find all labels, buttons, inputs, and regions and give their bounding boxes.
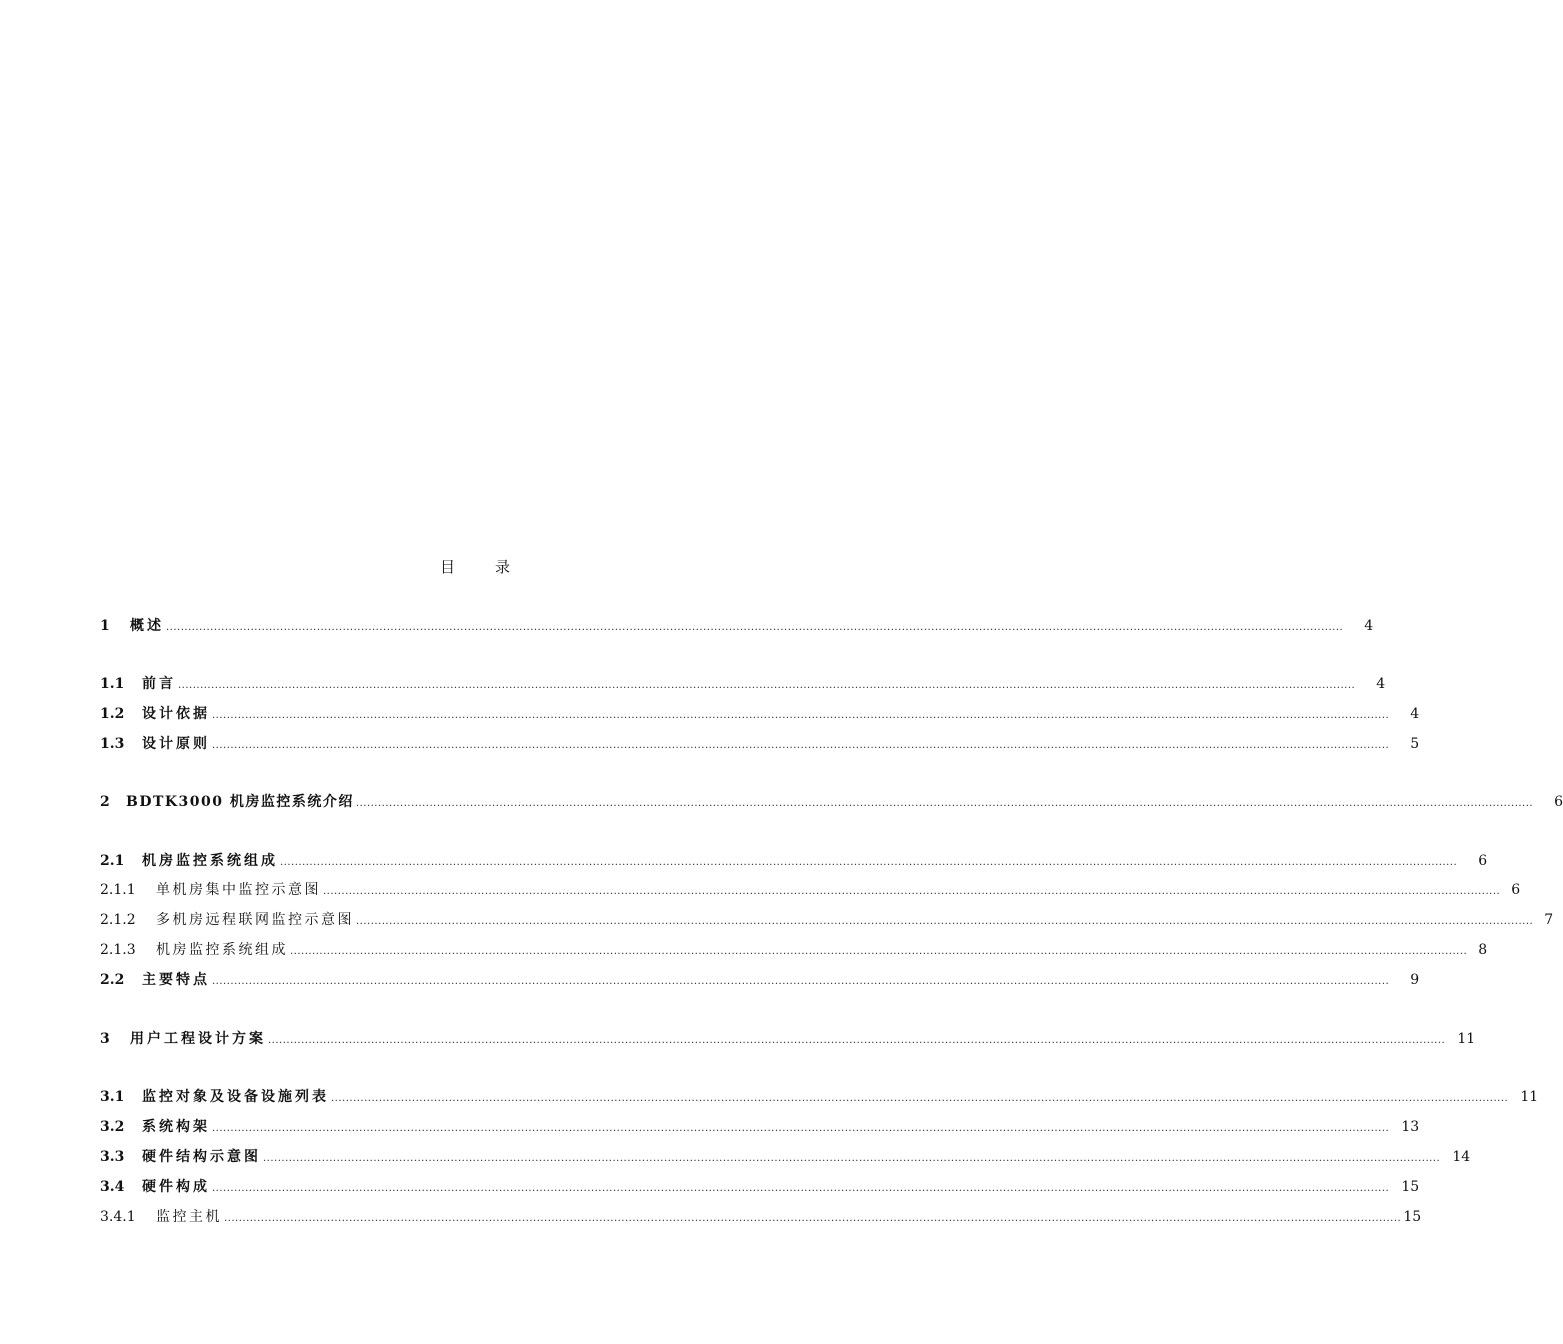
toc-entry-title: 硬件构成 [142, 1179, 210, 1195]
toc-entry-2-1[interactable] [100, 851, 1488, 871]
toc-entry-1-2[interactable] [100, 704, 1420, 724]
toc-entry-title: 监控主机 [156, 1209, 222, 1225]
toc-entry-page: 6 [1511, 882, 1521, 898]
toc-leader-dots: ................................................................................................................................................................................................................................................................................................................................ [212, 1123, 1390, 1134]
toc-entry-title: 单机房集中监控示意图 [156, 882, 321, 898]
toc-entry-title: 监控对象及设备设施列表 [142, 1089, 329, 1105]
toc-entry-number: 3.4 [100, 1179, 125, 1195]
toc-entry-number: 1.1 [100, 676, 125, 692]
toc-leader-dots: ................................................................................................................................................................................................................................................................................................................................ [323, 886, 1501, 897]
toc-entry-page: 5 [1410, 736, 1420, 752]
toc-entry-number: 3.1 [100, 1089, 125, 1105]
toc-entry-number: 2.1 [100, 853, 125, 869]
toc-heading-right: 录 [495, 558, 511, 576]
toc-entry-page: 11 [1457, 1031, 1476, 1047]
toc-leader-dots: ................................................................................................................................................................................................................................................................................................................................ [212, 740, 1390, 751]
toc-entry-title: BDTK3000 机房监控系统介绍 [126, 794, 354, 810]
toc-entry-title: 多机房远程联网监控示意图 [156, 912, 354, 928]
toc-entry-page: 6 [1554, 794, 1563, 810]
toc-leader-dots: ................................................................................................................................................................................................................................................................................................................................ [290, 946, 1468, 957]
toc-entry-title: 概述 [130, 618, 164, 634]
toc-entry-2-1-2[interactable] [100, 910, 1554, 930]
toc-entry-number: 2.1.1 [100, 882, 136, 898]
toc-entry-2[interactable] [100, 792, 1563, 812]
toc-entry-2-1-1[interactable] [100, 880, 1521, 900]
toc-heading [0, 556, 950, 577]
toc-entry-1-1[interactable] [100, 674, 1386, 694]
toc-entry-page: 4 [1376, 676, 1386, 692]
toc-entry-page: 11 [1520, 1089, 1539, 1105]
toc-leader-dots: ................................................................................................................................................................................................................................................................................................................................ [224, 1213, 1402, 1224]
toc-entry-title: 主要特点 [142, 972, 210, 988]
toc-leader-dots: ................................................................................................................................................................................................................................................................................................................................ [178, 680, 1356, 691]
toc-entry-number: 1 [100, 618, 110, 634]
toc-entry-number: 3.3 [100, 1149, 125, 1165]
toc-entry-2-2[interactable] [100, 970, 1420, 990]
toc-entry-page: 15 [1403, 1209, 1422, 1225]
toc-entry-3-4-1[interactable] [100, 1207, 1422, 1227]
toc-entry-number: 2.1.2 [100, 912, 136, 928]
toc-heading-left: 目 [439, 558, 455, 576]
toc-entry-3-4[interactable] [100, 1177, 1420, 1197]
toc-leader-dots: ................................................................................................................................................................................................................................................................................................................................ [268, 1035, 1446, 1046]
toc-entry-1[interactable] [100, 616, 1374, 636]
toc-entry-3-2[interactable] [100, 1117, 1420, 1137]
toc-leader-dots: ................................................................................................................................................................................................................................................................................................................................ [212, 976, 1390, 987]
toc-entry-page: 15 [1401, 1179, 1420, 1195]
toc-entry-number: 2 [100, 794, 110, 810]
toc-entry-page: 9 [1410, 972, 1420, 988]
toc-entry-2-1-3[interactable] [100, 940, 1488, 960]
toc-entry-title: 机房监控系统组成 [142, 853, 278, 869]
toc-entry-number: 1.2 [100, 706, 125, 722]
toc-entry-number: 3 [100, 1031, 110, 1047]
toc-entry-page: 14 [1452, 1149, 1471, 1165]
toc-leader-dots: ................................................................................................................................................................................................................................................................................................................................ [355, 798, 1534, 809]
toc-entry-page: 7 [1544, 912, 1554, 928]
toc-entry-page: 4 [1364, 618, 1374, 634]
toc-entry-1-3[interactable] [100, 734, 1420, 754]
toc-entry-title: 硬件结构示意图 [142, 1149, 261, 1165]
toc-entry-3-3[interactable] [100, 1147, 1471, 1167]
toc-entry-page: 8 [1478, 942, 1488, 958]
toc-leader-dots: ................................................................................................................................................................................................................................................................................................................................ [331, 1093, 1509, 1104]
toc-leader-dots: ................................................................................................................................................................................................................................................................................................................................ [356, 916, 1534, 927]
toc-entry-page: 4 [1410, 706, 1420, 722]
toc-leader-dots: ................................................................................................................................................................................................................................................................................................................................ [166, 622, 1344, 633]
toc-entry-title: 前言 [142, 676, 176, 692]
toc-entry-page: 13 [1401, 1119, 1420, 1135]
toc-entry-title: 系统构架 [142, 1119, 210, 1135]
toc-entry-number: 2.1.3 [100, 942, 136, 958]
toc-entry-3-1[interactable] [100, 1087, 1539, 1107]
toc-leader-dots: ................................................................................................................................................................................................................................................................................................................................ [280, 857, 1458, 868]
toc-leader-dots: ................................................................................................................................................................................................................................................................................................................................ [263, 1153, 1441, 1164]
toc-leader-dots: ................................................................................................................................................................................................................................................................................................................................ [212, 1183, 1390, 1194]
toc-entry-page: 6 [1478, 853, 1488, 869]
toc-entry-number: 3.4.1 [100, 1209, 136, 1225]
toc-entry-number: 2.2 [100, 972, 125, 988]
toc-entry-title: 机房监控系统组成 [156, 942, 288, 958]
toc-entry-title: 设计依据 [142, 706, 210, 722]
toc-entry-title: 用户工程设计方案 [130, 1031, 266, 1047]
toc-entry-number: 3.2 [100, 1119, 125, 1135]
toc-entry-3[interactable] [100, 1029, 1476, 1049]
toc-entry-title: 设计原则 [142, 736, 210, 752]
toc-entry-number: 1.3 [100, 736, 125, 752]
toc-leader-dots: ................................................................................................................................................................................................................................................................................................................................ [212, 710, 1390, 721]
